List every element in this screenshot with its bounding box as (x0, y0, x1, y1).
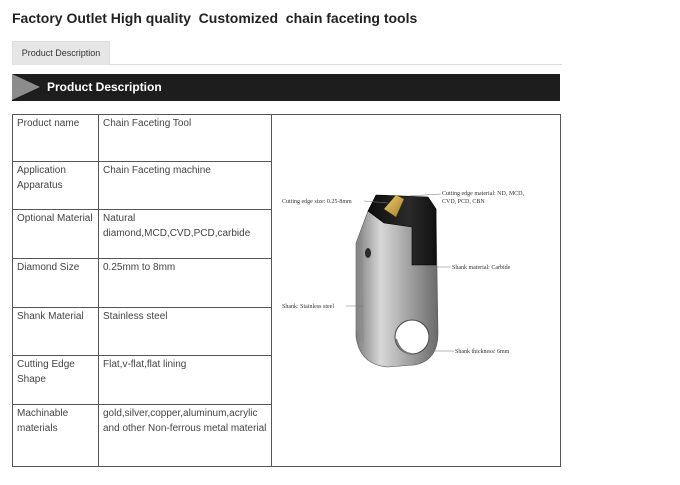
spec-value: gold,silver,copper,aluminum,acrylic and other Non-ferrous metal material (99, 405, 272, 467)
spec-name: Diamond Size (13, 259, 99, 308)
spec-name: Optional Material (13, 210, 99, 259)
label-cutting-edge-material-1: Cutting edge material: ND, MCD, (442, 191, 524, 197)
label-cutting-edge-material-2: CVD, PCD, CBN (442, 199, 485, 205)
spec-table (12, 114, 561, 467)
spec-value: 0.25mm to 8mm (99, 259, 272, 308)
chain-faceting-tool-image (272, 115, 561, 467)
spec-name: Machinable materials (13, 405, 99, 467)
spec-name: Application Apparatus (13, 162, 99, 210)
label-shank: Shank: Stainless steel (282, 304, 334, 310)
spec-value: Chain Faceting Tool (99, 115, 272, 162)
page-title: Factory Outlet High quality Customized chain faceting tools (12, 10, 418, 26)
label-shank-thickness: Shank thickness: 6mm (455, 349, 510, 355)
tab-product-description[interactable]: Product Description (12, 41, 110, 65)
table-row (13, 115, 561, 162)
spec-name: Shank Material (13, 308, 99, 356)
spec-value: Chain Faceting machine (99, 162, 272, 210)
product-image-cell (272, 115, 561, 467)
spec-value: Natural diamond,MCD,CVD,PCD,carbide (99, 210, 272, 259)
spec-value: Stainless steel (99, 308, 272, 356)
spec-value: Flat,v-flat,flat lining (99, 356, 272, 405)
spec-name: Cutting Edge Shape (13, 356, 99, 405)
spec-name: Product name (13, 115, 99, 162)
label-shank-material: Shank material: Carbide (452, 265, 511, 271)
section-banner (12, 74, 560, 101)
tab-bar (12, 41, 562, 65)
banner-arrow-icon (12, 74, 40, 100)
banner-title: Product Description (47, 80, 162, 94)
label-cutting-edge-size: Cutting edge size: 0.25-8mm (282, 199, 352, 205)
